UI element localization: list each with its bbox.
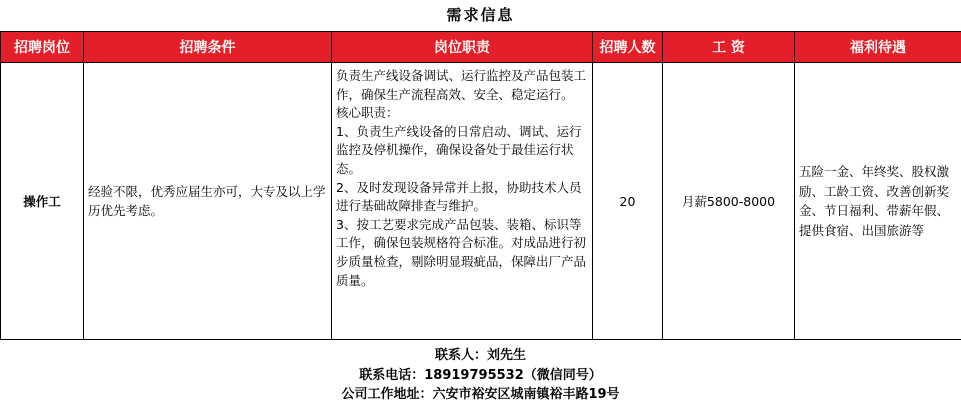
header-salary: 工 资 xyxy=(663,32,795,63)
cell-benefits: 五险一金、年终奖、股权激励、工龄工资、改善创新奖金、节日福利、带薪年假、提供食宿、出国旅游等 xyxy=(795,63,961,340)
header-position: 招聘岗位 xyxy=(1,32,84,63)
contact-address: 公司工作地址：六安市裕安区城南镇裕丰路19号 xyxy=(341,387,620,402)
table-header-row xyxy=(1,32,961,63)
page-title: 需求信息 xyxy=(446,6,515,24)
duty-item-2: 2、及时发现设备异常并上报，协助技术人员进行基础故障排查与维护。 xyxy=(336,179,582,214)
cell-count: 20 xyxy=(593,63,663,340)
duty-core-heading: 核心职责： xyxy=(336,105,399,121)
duty-item-3: 3、按工艺要求完成产品包装、装箱、标识等工作，确保包装规格符合标准。对成品进行初步质量检查，剔除明显瑕疵品，保障出厂产品质量。 xyxy=(336,216,587,288)
cell-position: 操作工 xyxy=(1,63,84,340)
cell-salary: 月薪5800-8000 xyxy=(663,63,795,340)
duty-summary: 负责生产线设备调试、运行监控及产品包装工作，确保生产流程高效、安全、稳定运行。 xyxy=(336,68,587,102)
cell-conditions: 经验不限，优秀应届生亦可，大专及以上学历优先考虑。 xyxy=(84,63,332,340)
header-count: 招聘人数 xyxy=(593,32,663,63)
table-row xyxy=(1,63,961,340)
header-benefits: 福利待遇 xyxy=(795,32,961,63)
contact-phone: 联系电话：18919795532（微信同号） xyxy=(359,367,602,383)
contact-info xyxy=(0,346,961,405)
requirements-table xyxy=(0,31,961,340)
header-duties: 岗位职责 xyxy=(332,32,593,63)
duty-item-1: 1、负责生产线设备的日常启动、调试、运行监控及停机操作，确保设备处于最佳运行状态。 xyxy=(336,123,582,176)
contact-person: 联系人：刘先生 xyxy=(434,348,526,363)
cell-duties xyxy=(332,63,593,340)
header-conditions: 招聘条件 xyxy=(84,32,332,63)
